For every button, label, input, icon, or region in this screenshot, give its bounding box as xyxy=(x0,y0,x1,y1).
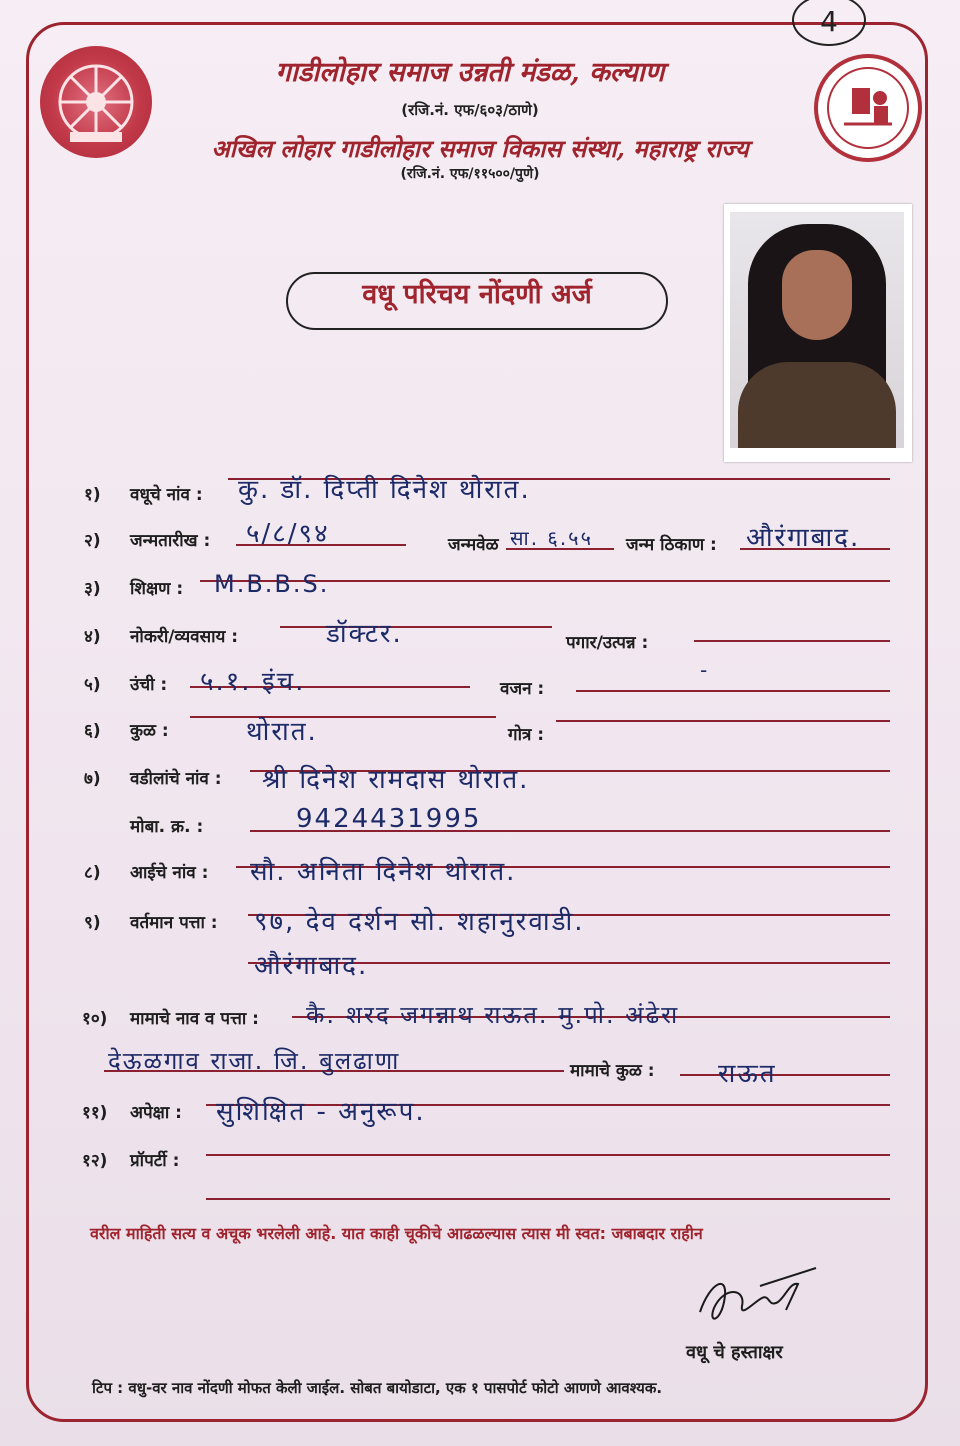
signature-icon xyxy=(690,1262,830,1338)
field-number: ४) xyxy=(84,627,101,647)
field-number: ५) xyxy=(84,675,101,695)
income-label: पगार/उत्पन्न : xyxy=(566,633,649,653)
bride-name-label: वधूचे नांव : xyxy=(130,485,203,505)
maternal-uncle-value-2: देऊळगाव राजा. जि. बुलढाणा xyxy=(108,1047,401,1075)
birth-time-label: जन्मवेळ xyxy=(448,535,499,555)
field-number: १) xyxy=(84,485,101,505)
gotra-label: गोत्र : xyxy=(508,725,545,745)
height-value: ५.१. इंच. xyxy=(200,667,306,697)
birth-date-label: जन्मतारीख : xyxy=(130,531,211,551)
field-number: ६) xyxy=(84,721,101,741)
father-name-value: श्री दिनेश रामदास थोरात. xyxy=(262,765,530,795)
footer-note: टिप : वधु-वर नाव नोंदणी मोफत केली जाईल. सोबत बायोडाटा, एक १ पासपोर्ट फोटो आणणे आवश्यक. xyxy=(92,1379,663,1397)
expectation-label: अपेक्षा : xyxy=(130,1103,182,1123)
field-number: ९) xyxy=(84,913,101,933)
field-number: १२) xyxy=(82,1151,108,1171)
mother-name-label: आईचे नांव : xyxy=(130,863,209,883)
clan-line xyxy=(190,716,496,718)
birth-date-value: ५/८/९४ xyxy=(246,519,330,549)
field-number: ११) xyxy=(82,1103,108,1123)
field-number: २) xyxy=(84,531,101,551)
clan-label: कुळ : xyxy=(130,721,169,741)
mobile-value: 9424431995 xyxy=(296,804,482,834)
occupation-value: डॉक्टर. xyxy=(326,619,403,649)
income-line xyxy=(694,640,890,642)
bride-name-value: कु. डॉ. दिप्ती दिनेश थोरात. xyxy=(238,475,531,505)
birth-time-value: सा. ६.५५ xyxy=(510,526,593,550)
weight-value: - xyxy=(700,658,710,682)
field-number: ३) xyxy=(84,579,101,599)
maternal-uncle-value: कै. शरद जगन्नाथ राऊत. मु.पो. अंढेरा xyxy=(306,1001,680,1029)
form-title: वधू परिचय नोंदणी अर्ज xyxy=(286,272,668,330)
mobile-label: मोबा. क्र. : xyxy=(130,817,204,837)
bride-photo xyxy=(724,204,912,462)
weight-line xyxy=(576,690,890,692)
maternal-clan-value: राऊत xyxy=(718,1059,777,1089)
education-value: M.B.B.S. xyxy=(214,570,330,598)
property-line-2 xyxy=(206,1198,890,1200)
org-title-secondary: अखिल लोहार गाडीलोहार समाज विकास संस्था, महाराष्ट्र राज्य xyxy=(211,134,749,163)
property-line xyxy=(206,1154,890,1156)
field-number: ८) xyxy=(84,863,101,883)
occupation-label: नोकरी/व्यवसाय : xyxy=(130,627,239,647)
field-number: १०) xyxy=(82,1009,108,1029)
education-label: शिक्षण : xyxy=(130,579,184,599)
expectation-value: सुशिक्षित - अनुरूप. xyxy=(216,1097,426,1127)
property-label: प्रॉपर्टी : xyxy=(130,1151,180,1171)
signature-label: वधू चे हस्ताक्षर xyxy=(686,1342,783,1363)
right-logo-icon xyxy=(814,54,922,162)
clan-value: थोरात. xyxy=(246,717,318,747)
maternal-uncle-label: मामाचे नाव व पत्ता : xyxy=(130,1009,259,1029)
address-value: ९७, देव दर्शन सो. शहानुरवाडी. xyxy=(254,907,585,937)
height-label: उंची : xyxy=(130,675,168,695)
birth-place-label: जन्म ठिकाण : xyxy=(626,535,717,555)
maternal-clan-label: मामाचे कुळ : xyxy=(570,1061,655,1081)
address-value-2: औरंगाबाद. xyxy=(254,951,369,981)
org-registration-secondary: (रजि.नं. एफ/११५००/पुणे) xyxy=(400,166,540,182)
page-number-circle: 4 xyxy=(792,0,866,46)
mother-name-value: सौ. अनिता दिनेश थोरात. xyxy=(250,857,517,887)
gotra-line xyxy=(556,720,890,722)
field-number: ७) xyxy=(84,769,101,789)
org-registration-primary: (रजि.नं. एफ/६०३/ठाणे) xyxy=(401,101,539,119)
occupation-line xyxy=(280,626,552,628)
father-name-label: वडीलांचे नांव : xyxy=(130,769,222,789)
org-title-primary: गाडीलोहार समाज उन्नती मंडळ, कल्याण xyxy=(275,57,665,88)
birth-place-value: औरंगाबाद. xyxy=(746,523,861,553)
weight-label: वजन : xyxy=(500,679,545,699)
maternal-clan-line xyxy=(680,1074,890,1076)
left-logo-icon xyxy=(40,46,152,158)
declaration-text: वरील माहिती सत्य व अचूक भरलेली आहे. यात काही चूकीचे आढळल्यास त्यास मी स्वत: जबाबदार राहीन xyxy=(90,1224,703,1243)
address-label: वर्तमान पत्ता : xyxy=(130,913,218,933)
